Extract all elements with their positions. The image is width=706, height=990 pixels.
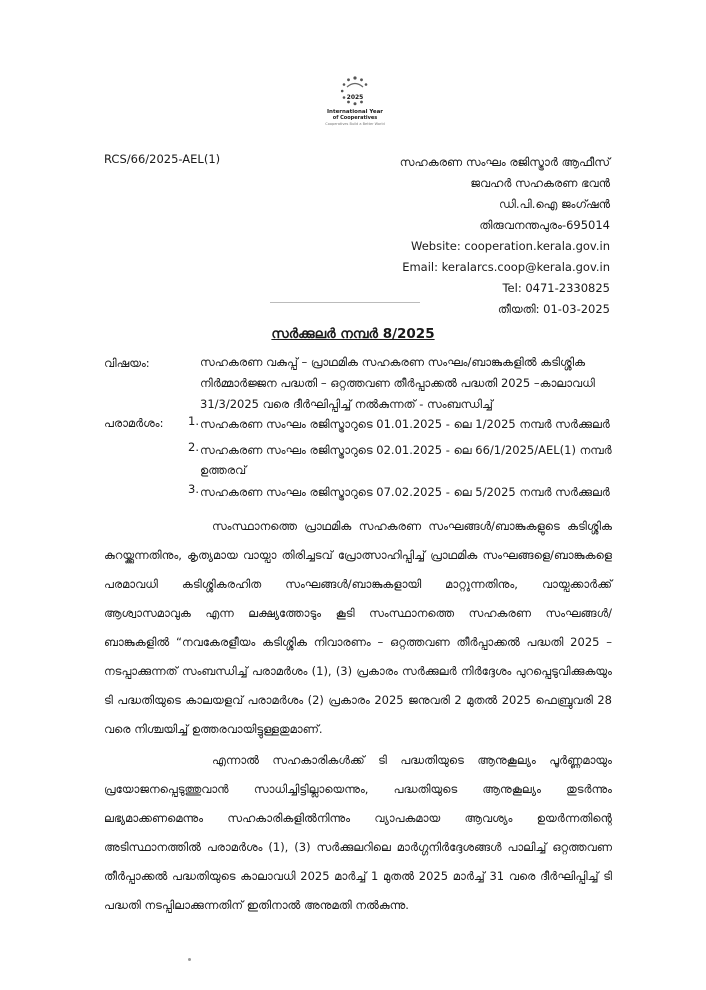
address-date: തീയതി: 01-03-2025 <box>497 302 610 316</box>
body-paragraph-2: എന്നാൽ സഹകാരികൾക്ക് ടി പദ്ധതിയുടെ ആനുകൂല്യം പൂർണ്ണമായും പ്രയോജനപ്പെടുത്തുവാൻ സാധിച്ചിട്ടില്ലായെന്നും, പദ്ധതിയുടെ ആനുകൂല്യം തുടർന്നും ലഭ്യമാക്കണമെന്നും സഹകാരികളിൽനിന്നും വ്യാപകമായ ആവശ്യം ഉയർന്നതിന്റെ അടിസ്ഥാനത്തിൽ പരാമർശം (1), (3) സർക്കുലറിലെ മാർഗ്ഗനിർദ്ദേശങ്ങൾ പാലിച്ച് ഒറ്റത്തവണ തീർപ്പാക്കൽ പദ്ധതിയുടെ കാലാവധി 2025 മാർച്ച് 1 മുതൽ 2025 മാർച്ച് 31 വരെ ദീർഘിപ്പിച്ച് ടി പദ്ധതി നടപ്പിലാക്കുന്നതിന് ഇതിനാൽ അനുമതി നൽകുന്നു. <box>104 753 612 912</box>
reference-number: 1. <box>188 414 199 428</box>
reference-text: സഹകരണ സംഘം രജിസ്ട്രാറുടെ 07.02.2025 - ലെ 5/2025 നമ്പർ സർക്കുലർ <box>200 485 610 499</box>
divider <box>270 302 420 303</box>
address-tel: Tel: 0471-2330825 <box>502 281 610 295</box>
subject-label: വിഷയം: <box>104 356 150 370</box>
circular-title <box>0 326 706 342</box>
address-office: സഹകരണ സംഘം രജിസ്ട്രാർ ആഫീസ് <box>399 155 610 169</box>
reference-number: RCS/66/2025-AEL(1) <box>104 152 221 166</box>
reference-text: സഹകരണ സംഘം രജിസ്ട്രാറുടെ 02.01.2025 - ലെ 66/1/2025/AEL(1) നമ്പർ ഉത്തരവ് <box>200 443 612 477</box>
references-label: പരാമർശം: <box>104 416 164 430</box>
body-paragraph-1: സംസ്ഥാനത്തെ പ്രാഥമിക സഹകരണ സംഘങ്ങൾ/ബാങ്കുകളുടെ കടിശ്ശിക കുറയ്ക്കുന്നതിനും, കൃത്യമായ വായ്പാ തിരിച്ചടവ് പ്രോത്സാഹിപ്പിച്ച് പ്രാഥമിക സംഘങ്ങളെ/ബാങ്കുകളെ പരമാവധി കടിശ്ശികരഹിത സംഘങ്ങൾ/ബാങ്കുകളായി മാറ്റുന്നതിനും, വായ്പക്കാർക്ക് ആശ്വാസമാവുക എന്ന ലക്ഷ്യത്തോടും കൂടി സംസ്ഥാനത്തെ സഹകരണ സംഘങ്ങൾ/ ബാങ്കുകളിൽ “നവകേരളീയം കടിശ്ശിക നിവാരണം – ഒറ്റത്തവണ തീർപ്പാക്കൽ പദ്ധതി 2025 – നടപ്പാക്കുന്നത് സംബന്ധിച്ച് പരാമർശം (1), (3) പ്രകാരം സർക്കുലർ നിർദ്ദേശം പുറപ്പെടുവിക്കുകയും ടി പദ്ധതിയുടെ കാലയളവ് പരാമർശം (2) പ്രകാരം 2025 ജനുവരി 2 മുതൽ 2025 ഫെബ്രുവരി 28 വരെ നിശ്ചയിച്ച് ഉത്തരവായിട്ടുള്ളതുമാണ്. <box>104 519 612 736</box>
circular-title-text: സർക്കുലർ നമ്പർ 8/2025 <box>271 326 435 342</box>
reference-item <box>188 482 612 502</box>
reference-item <box>188 414 612 434</box>
address-junction: ഡി.പി.ഐ ജംഗ്ഷൻ <box>498 197 610 211</box>
address-website: Website: cooperation.kerala.gov.in <box>411 239 610 253</box>
cooperatives-emblem-icon <box>338 74 372 108</box>
office-address <box>400 152 610 320</box>
reference-item <box>188 440 612 480</box>
reference-number: 2. <box>188 440 199 454</box>
logo-line-1: International Year <box>326 109 383 115</box>
logo-year: 2025 <box>346 94 364 101</box>
iyc-2025-logo <box>318 74 392 127</box>
reference-text: സഹകരണ സംഘം രജിസ്ട്രാറുടെ 01.01.2025 - ലെ 1/2025 നമ്പർ സർക്കുലർ <box>200 417 610 431</box>
subject-text: സഹകരണ വകുപ്പ് – പ്രാഥമിക സഹകരണ സംഘം/ബാങ്കുകളിൽ കടിശ്ശിക നിർമ്മാർജ്ജന പദ്ധതി – ഒറ്റത്തവണ തീർപ്പാക്കൽ പദ്ധതി 2025 –കാലാവധി 31/3/2025 വരെ ദീർഘിപ്പിച്ച് നൽകുന്നത് - സംബന്ധിച്ച് <box>200 355 595 411</box>
address-building: ജവഹർ സഹകരണ ഭവൻ <box>470 176 610 190</box>
logo-tagline: Cooperatives Build a Better World <box>325 122 385 126</box>
reference-number: 3. <box>188 482 199 496</box>
footer-mark <box>188 958 191 961</box>
address-email: Email: keralarcs.coop@kerala.gov.in <box>402 260 610 274</box>
logo-line-2: of Cooperatives <box>332 115 378 121</box>
address-city: തിരുവനന്തപുരം-695014 <box>479 218 610 232</box>
